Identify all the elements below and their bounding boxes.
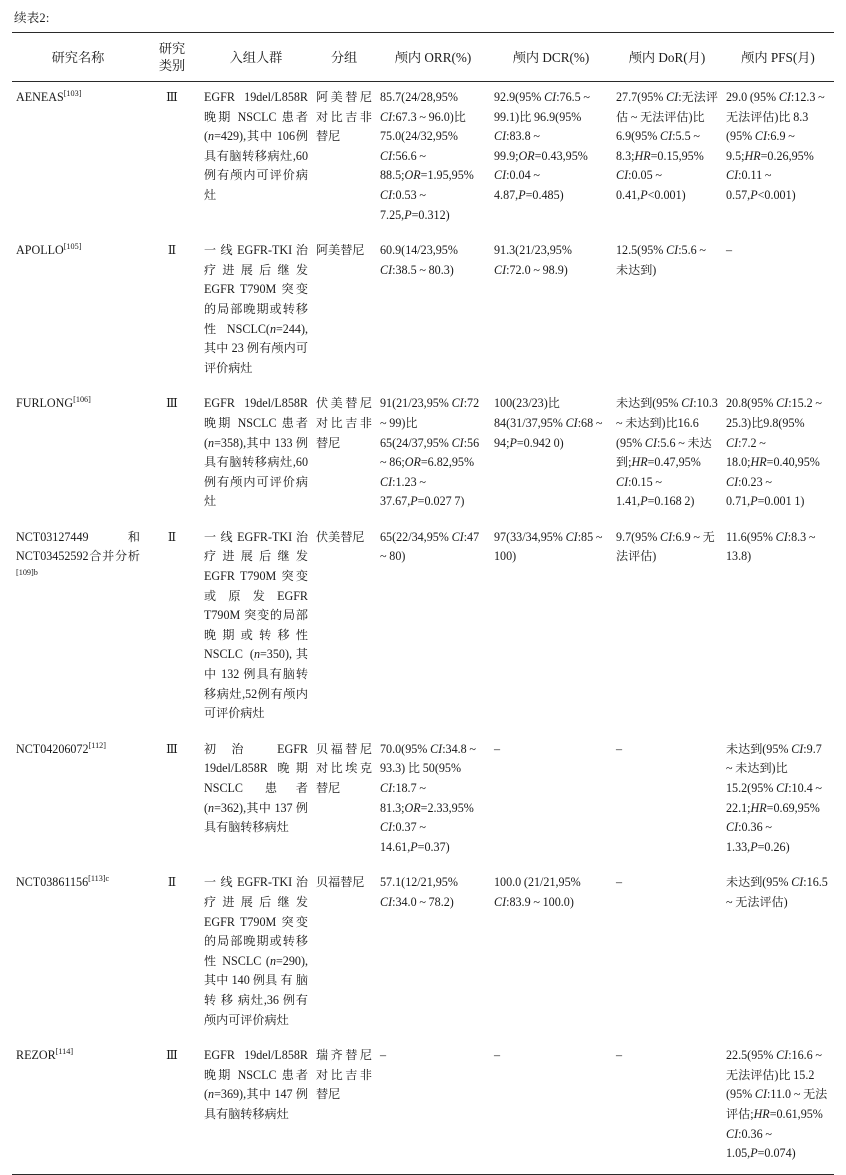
- cell-intracranial-orr: 57.1(12/21,95% CI:34.0 ~ 78.2): [380, 875, 458, 909]
- reference-superscript: [114]: [55, 1047, 74, 1057]
- cell-intracranial-pfs: 未达到(95% CI:16.5 ~ 无法评估): [726, 875, 828, 909]
- cell-intracranial-orr: 91(21/23,95% CI:72 ~ 99)比 65(24/37,95% CI:56 ~ 86;OR=6.82,95% CI:1.23 ~ 37.67,P=0.027 7): [380, 396, 480, 509]
- cell-study-name: FURLONG[106]: [16, 395, 91, 411]
- cell-intracranial-dcr: –: [490, 1040, 612, 1174]
- column-header-orr: 颅内 ORR(%): [376, 33, 490, 82]
- cell-intracranial-dor: –: [616, 741, 623, 756]
- header-row: [12, 33, 834, 82]
- table-row: [12, 1040, 834, 1174]
- cell-intracranial-dcr: 100(23/23)比 84(31/37,95% CI:68 ~ 94;P=0.942 0): [494, 396, 603, 450]
- cell-intracranial-dor: 9.7(95% CI:6.9 ~ 无法评估): [616, 529, 715, 564]
- cell-treatment-arm: 贝福替尼对比埃克替尼: [316, 741, 372, 795]
- column-header-study-name: 研究名称: [12, 33, 144, 82]
- cell-treatment-arm: 阿美替尼对比吉非替尼: [316, 90, 372, 144]
- cell-study-name: REZOR[114]: [12, 1040, 144, 1174]
- table-row: [12, 734, 834, 868]
- cell-study-name: NCT03127449 和 NCT03452592合并分析$^{[109]b}$: [16, 529, 140, 578]
- cell-intracranial-orr: –: [376, 1040, 490, 1174]
- cell-treatment-arm: 伏美替尼对比吉非替尼: [316, 396, 372, 450]
- cell-population: 一 线 EGFR-TKI 治疗进展后继发 EGFR T790M 突变的局部晚期或转移 性 NSCLC (n=290),其中 140 例具 有 脑 转 移 病灶,36 例有颅内可评价病灶: [204, 875, 308, 1027]
- cell-intracranial-dcr: 92.9(95% CI:76.5 ~ 99.1)比 96.9(95% CI:83.8 ~ 99.9;OR=0.43,95% CI:0.04 ~ 4.87,P=0.485): [494, 90, 590, 202]
- cell-treatment-arm: 瑞齐替尼对比吉非替尼: [312, 1040, 376, 1174]
- cell-intracranial-dcr: –: [494, 741, 501, 756]
- table-body: [12, 82, 834, 1175]
- cell-population: EGFR 19del/L858R 晚期 NSCLC 患者(n=429),其中 106例具有脑转移病灶,60例有颅内可评价病灶: [204, 90, 308, 202]
- cell-study-type: Ⅱ: [167, 875, 177, 890]
- column-header-dor: 颅内 DoR(月): [612, 33, 722, 82]
- study-type-line2: 类别: [158, 58, 186, 73]
- cell-intracranial-dcr: 100.0 (21/21,95% CI:83.9 ~ 100.0): [494, 875, 581, 909]
- cell-population: EGFR 19del/L858R 晚期 NSCLC 患者(n=369),其中 147 例具有脑转移病灶: [200, 1040, 312, 1174]
- cell-intracranial-dor: –: [612, 1040, 722, 1174]
- column-header-pfs: 颅内 PFS(月): [722, 33, 834, 82]
- reference-superscript: [109]b: [16, 568, 38, 578]
- cell-intracranial-pfs: 20.8(95% CI:15.2 ~ 25.3)比9.8(95% CI:7.2 ~ 18.0;HR=0.40,95% CI:0.23 ~ 0.71,P=0.001 1): [726, 396, 822, 509]
- reference-superscript: [103]: [63, 88, 82, 98]
- cell-study-type: Ⅲ: [144, 1040, 200, 1174]
- cell-population: EGFR 19del/L858R 晚期 NSCLC 患者(n=358),其中 133 例具有脑转移病灶,60 例有颅内可评价病灶: [204, 396, 308, 509]
- cell-intracranial-orr: 60.9(14/23,95% CI:38.5 ~ 80.3): [380, 243, 458, 277]
- cell-study-type: Ⅱ: [167, 529, 177, 544]
- cell-treatment-arm: 贝福替尼: [316, 875, 365, 890]
- cell-population: 初治 EGFR 19del/L858R 晚期 NSCLC 患者(n=362),其中 137 例具有脑转移病灶: [204, 741, 308, 835]
- cell-intracranial-pfs: –: [726, 243, 733, 258]
- cell-population: 一 线 EGFR-TKI 治疗进展后继发 EGFR T790M 突变 或 原 发 EGFR T790M 突变的局部晚期或转移性 NSCLC (n=350),其中 132 例具有脑转移病灶,52例有颅内可评价病灶: [204, 529, 308, 721]
- intracranial-efficacy-table: [12, 32, 834, 1175]
- cell-study-name: AENEAS[103]: [16, 88, 82, 104]
- cell-study-type: Ⅲ: [166, 90, 178, 104]
- cell-study-name: APOLLO[105]: [16, 242, 82, 258]
- table-row: [12, 235, 834, 388]
- cell-study-type: Ⅲ: [166, 741, 178, 756]
- table-row: [12, 522, 834, 734]
- study-type-line1: 研究: [158, 41, 186, 56]
- table-row: [12, 388, 834, 522]
- cell-intracranial-dcr: 97(33/34,95% CI:85 ~ 100): [494, 529, 603, 564]
- cell-study-type: Ⅱ: [167, 243, 177, 258]
- table-caption: 续表2:: [14, 11, 50, 25]
- cell-intracranial-dor: 12.5(95% CI:5.6 ~ 未达到): [616, 243, 706, 277]
- reference-superscript: [112]: [88, 740, 106, 750]
- table-header: [12, 33, 834, 82]
- cell-intracranial-dor: 未达到(95% CI:10.3 ~ 未达到)比16.6 (95% CI:5.6 ~ 未达到;HR=0.47,95% CI:0.15 ~ 1.41,P=0.168 2): [616, 396, 718, 509]
- cell-study-name: NCT04206072[112]: [16, 740, 106, 756]
- cell-intracranial-pfs: 未达到(95% CI:9.7 ~ 未达到)比15.2(95% CI:10.4 ~ 22.1;HR=0.69,95% CI:0.36 ~ 1.33,P=0.26): [726, 741, 822, 854]
- column-header-study-type: [144, 33, 200, 82]
- cell-intracranial-orr: 70.0(95% CI:34.8 ~ 93.3) 比 50(95% CI:18.7 ~ 81.3;OR=2.33,95% CI:0.37 ~ 14.61,P=0.37): [380, 741, 476, 854]
- cell-intracranial-pfs: 29.0 (95% CI:12.3 ~ 无法评估)比 8.3 (95% CI:6.9 ~ 9.5;HR=0.26,95% CI:0.11 ~ 0.57,P<0.001): [726, 90, 825, 202]
- cell-intracranial-dcr: 91.3(21/23,95% CI:72.0 ~ 98.9): [494, 243, 572, 277]
- table-row: [12, 82, 834, 236]
- cell-intracranial-pfs: 11.6(95% CI:8.3 ~ 13.8): [726, 529, 816, 564]
- reference-superscript: [106]: [73, 395, 91, 405]
- cell-treatment-arm: 阿美替尼: [316, 243, 365, 258]
- reference-superscript: [113]c: [88, 874, 110, 884]
- reference-superscript: [105]: [63, 242, 82, 252]
- cell-intracranial-dor: 27.7(95% CI:无法评估 ~ 无法评估)比6.9(95% CI:5.5 ~ 8.3;HR=0.15,95% CI:0.05 ~ 0.41,P<0.001): [616, 90, 718, 202]
- cell-treatment-arm: 伏美替尼: [316, 529, 365, 544]
- cell-intracranial-orr: 65(22/34,95% CI:47 ~ 80): [380, 529, 480, 564]
- cell-intracranial-orr: 85.7(24/28,95% CI:67.3 ~ 96.0)比 75.0(24/32,95% CI:56.6 ~ 88.5;OR=1.95,95% CI:0.53 ~ 7.25,P=0.312): [380, 90, 474, 222]
- cell-population: 一 线 EGFR-TKI 治疗进展后继发 EGFR T790M 突变的局部晚期或转移性 NSCLC(n=244),其中 23 例有颅内可评价病灶: [204, 243, 308, 375]
- cell-study-name: $NCT03861156^{[113]c}$: [16, 874, 110, 890]
- table-row: [12, 867, 834, 1040]
- column-header-dcr: 颅内 DCR(%): [490, 33, 612, 82]
- column-header-arm: 分组: [312, 33, 376, 82]
- cell-study-type: Ⅲ: [166, 396, 178, 411]
- column-header-population: 入组人群: [200, 33, 312, 82]
- cell-intracranial-dor: –: [616, 875, 623, 890]
- cell-intracranial-pfs: 22.5(95% CI:16.6 ~ 无法评估)比 15.2 (95% CI:11.0 ~ 无法评估;HR=0.61,95% CI:0.36 ~ 1.05,P=0.074): [722, 1040, 834, 1174]
